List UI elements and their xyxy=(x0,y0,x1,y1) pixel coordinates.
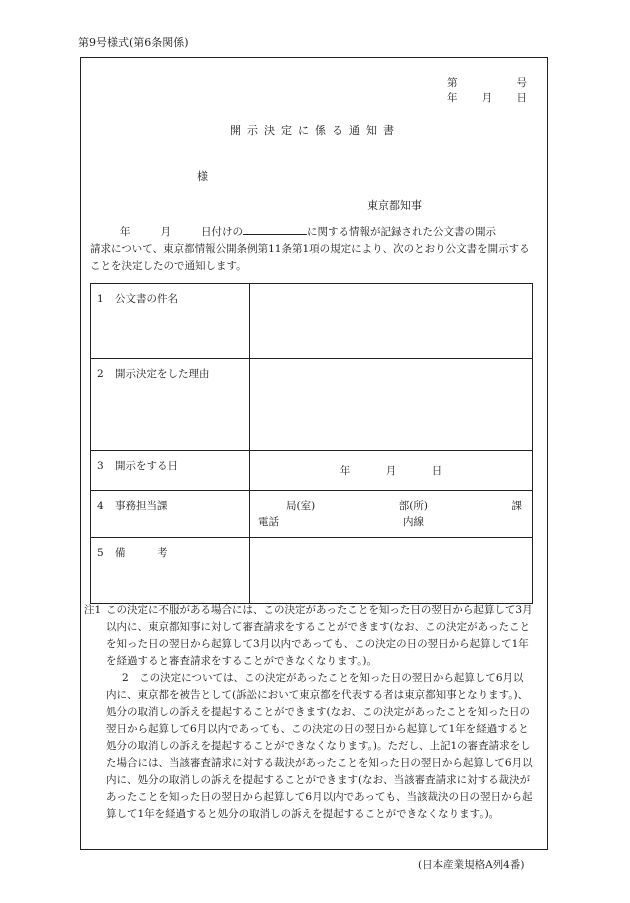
date-month: 月 xyxy=(385,465,397,477)
addressee-honorific: 様 xyxy=(197,170,208,183)
paper-size-footer: (日本産業規格A列4番) xyxy=(418,859,525,871)
disclosure-reason-cell xyxy=(250,359,533,451)
body-rest: 請求について、東京都情報公開条例第11条第1項の規定により、次のとおり公文書を開示することを決定したので通知します。 xyxy=(90,243,530,272)
document-title: 開示決定に係る通知書 xyxy=(230,124,400,137)
table-row xyxy=(91,284,533,359)
row-label: 4 事務担当課 xyxy=(91,491,250,538)
dept-bureau: 局(室) xyxy=(286,500,316,512)
number-label: 第 xyxy=(447,77,458,89)
notes xyxy=(84,602,534,823)
day-label: 日 xyxy=(516,92,527,104)
row-label: 5 備 考 xyxy=(91,538,250,604)
body-year: 年 xyxy=(120,226,131,238)
note-2-text: この決定については、この決定があったことを知った日の翌日から起算して6月以内に、東京都を被告として(訴訟において東京都を代表する者は東京都知事となります。)、処分の取消しの訴えを提起することができます(なお、この決定があったことを知った日の翌日から起算して6月以内であっても、この決定の日の翌日から起算して1年を経過すると処分の取消しの訴えを提起することができなくなります。)。ただし、上記1の審査請求をした場合には、当該審査請求に対する裁決があったことを知った日の翌日から起算して6月以内に、処分の取消しの訴えを提起することができます(なお、当該審査請求に対する裁決があったことを知った日の翌日から起算して6月以内であっても、当該裁決の日の翌日から起算して1年を経過すると処分の取消しの訴えを提起することができなくなります。)。 xyxy=(106,672,533,820)
ext-label: 内線 xyxy=(403,516,424,528)
dept-section: 課 xyxy=(511,500,522,512)
row-label: 2 開示決定をした理由 xyxy=(91,359,250,451)
note-2-mark: 2 xyxy=(122,672,129,684)
table-row xyxy=(91,359,533,451)
note-1-mark: 注1 xyxy=(84,604,102,616)
note-2 xyxy=(84,670,534,823)
disclosure-date-cell xyxy=(250,451,533,491)
body-month: 月 xyxy=(160,226,171,238)
issuer: 東京都知事 xyxy=(367,199,422,212)
body-after-blank: に関する情報が記録された公文書の開示 xyxy=(307,226,496,238)
remarks-cell xyxy=(250,538,533,604)
document-subject-cell xyxy=(250,284,533,359)
department-cell xyxy=(250,491,533,538)
subject-blank xyxy=(243,223,307,235)
year-label: 年 xyxy=(447,92,458,104)
body-dated: 日付けの xyxy=(201,226,243,238)
row-label: 1 公文書の件名 xyxy=(91,284,250,359)
date-day: 日 xyxy=(431,465,443,477)
month-label: 月 xyxy=(481,92,493,104)
items-table xyxy=(90,283,533,604)
table-row xyxy=(91,451,533,491)
note-1-text: この決定に不服がある場合には、この決定があったことを知った日の翌日から起算して3月以内に、東京都知事に対して審査請求をすることができます(なお、この決定があったことを知った日の翌日から起算して3月以内であっても、この決定の日の翌日から起算して1年を経過すると審査請求をすることができなくなります。)。 xyxy=(106,604,533,667)
tel-label: 電話 xyxy=(258,516,279,528)
note-1 xyxy=(84,602,534,670)
body-text xyxy=(90,223,538,275)
table-row xyxy=(91,538,533,604)
row-label: 3 開示をする日 xyxy=(91,451,250,491)
number-suffix: 号 xyxy=(516,77,527,89)
form-label: 第9号様式(第6条関係) xyxy=(78,36,189,49)
table-row xyxy=(91,491,533,538)
document-number-date xyxy=(447,76,527,106)
date-year: 年 xyxy=(339,465,351,477)
dept-division: 部(所) xyxy=(398,500,428,512)
